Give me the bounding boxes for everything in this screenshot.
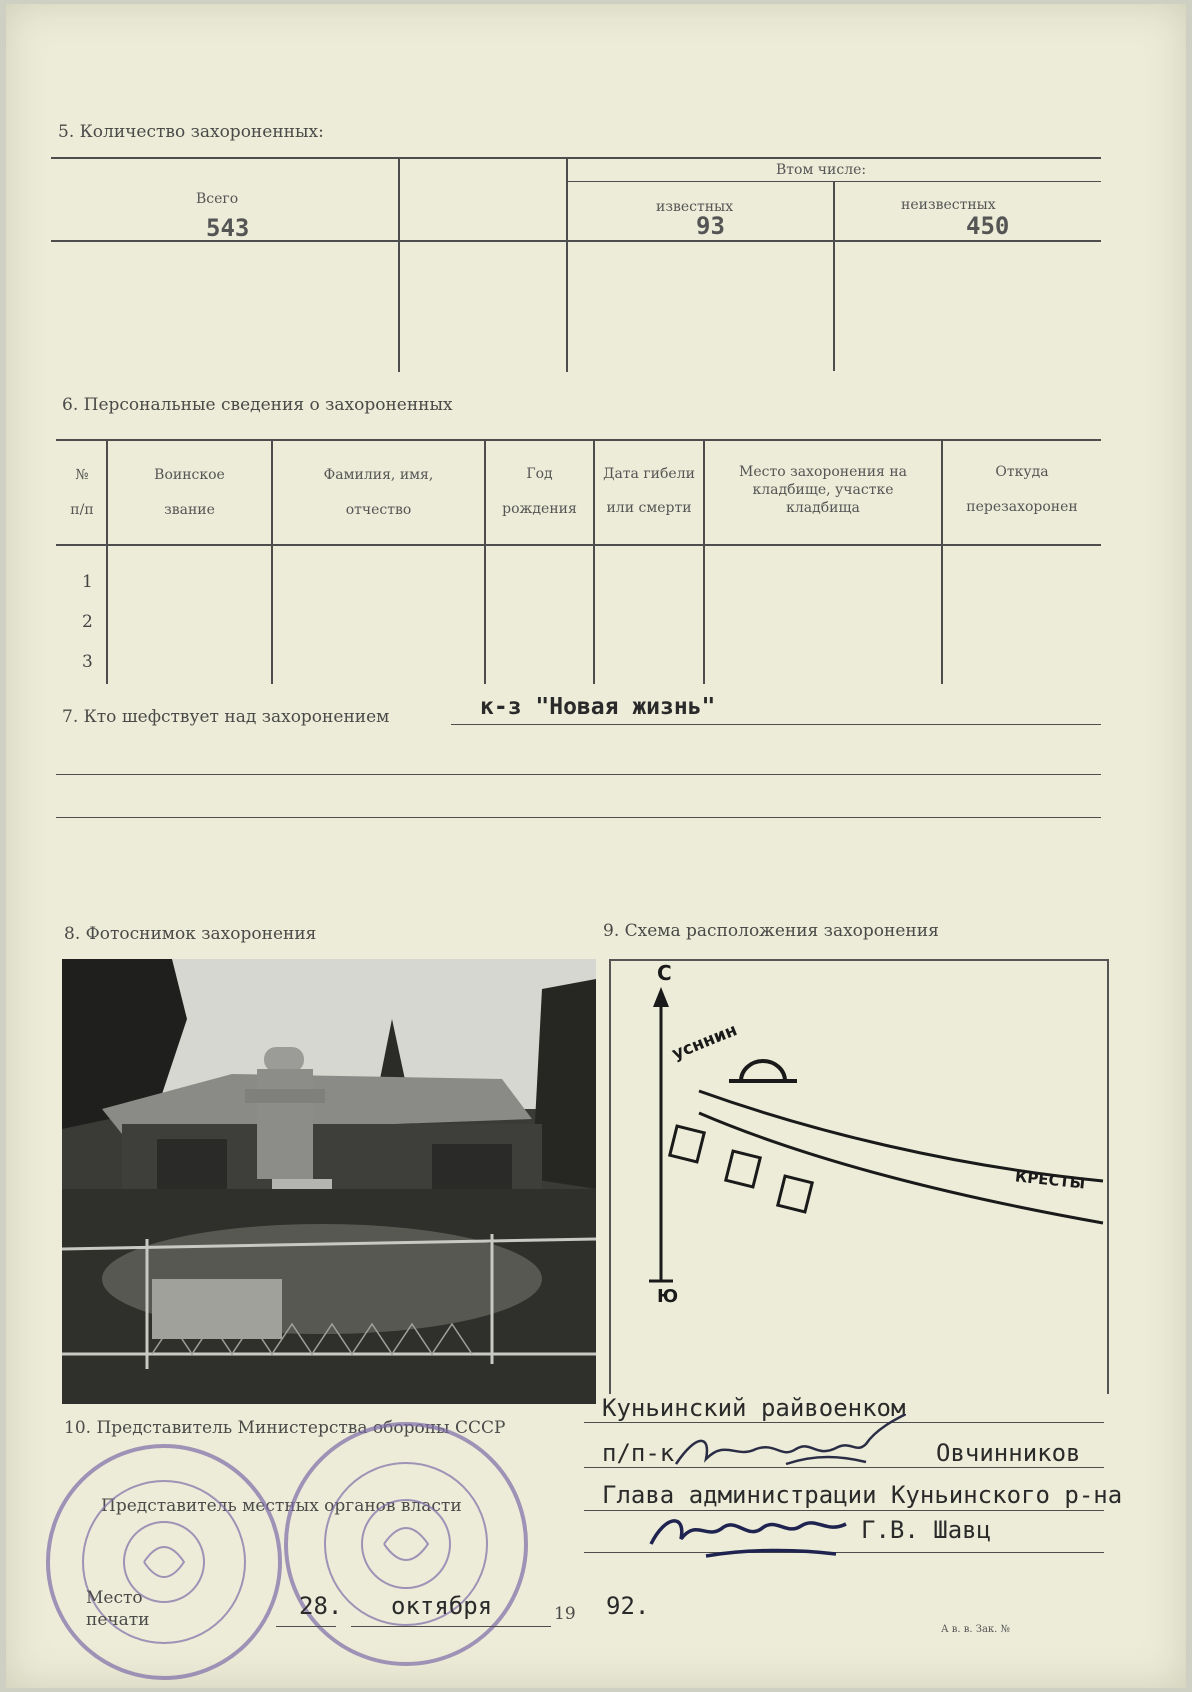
- rule: [56, 817, 1101, 818]
- rule: [56, 439, 1101, 441]
- known-label: известных: [656, 199, 734, 215]
- total-value: 543: [206, 214, 250, 242]
- col-header: №: [75, 467, 89, 483]
- local-line2-name: Г.В. Шавц: [861, 1516, 992, 1544]
- col-header: или смерти: [606, 500, 692, 516]
- col-header: Место захоронения на: [738, 464, 908, 480]
- col-header: Фамилия, имя,: [323, 467, 434, 483]
- col-header: звание: [164, 502, 215, 518]
- seal-emblem: [50, 1448, 278, 1676]
- rule: [51, 157, 1101, 159]
- known-value: 93: [696, 212, 725, 240]
- section9-title: 9. Схема расположения захоронения: [603, 921, 939, 941]
- signature-mo: [666, 1414, 906, 1484]
- rule: [398, 157, 400, 372]
- row-number: 3: [82, 652, 93, 672]
- section10-mo-label: 10. Представитель Министерства обороны СССР: [64, 1418, 506, 1438]
- section10-local-label: Представитель местных органов власти: [101, 1496, 462, 1516]
- mo-line2-prefix: п/п-к: [602, 1439, 675, 1467]
- scheme-label-top: усннин: [669, 1020, 741, 1065]
- patron-value: к-з "Новая жизнь": [480, 694, 716, 720]
- rule: [351, 1626, 551, 1627]
- unknown-label: неизвестных: [901, 197, 996, 213]
- south-label: Ю: [657, 1286, 679, 1307]
- mo-line2-name: Овчинников: [936, 1439, 1081, 1467]
- signature-local: [646, 1504, 876, 1564]
- rule: [276, 1626, 336, 1627]
- date-year: 92.: [606, 1592, 650, 1620]
- document-sheet: [6, 4, 1186, 1688]
- col-header: кладбище, участке: [752, 482, 894, 498]
- col-header: перезахоронен: [966, 499, 1078, 515]
- scheme-label-crosses: КРЕСТЫ: [1014, 1167, 1087, 1193]
- total-label: Всего: [196, 191, 239, 207]
- row-number: 2: [82, 612, 93, 632]
- north-label: С: [657, 961, 672, 985]
- burial-photo: [62, 959, 596, 1404]
- col-header: Дата гибели: [603, 466, 695, 482]
- rule: [833, 181, 835, 371]
- rule: [56, 774, 1101, 775]
- col-header: отчество: [345, 502, 412, 518]
- date-year-prefix: 19: [554, 1604, 576, 1624]
- seal-administration: [284, 1422, 528, 1666]
- local-line1: Глава администрации Куньинского р-на: [602, 1481, 1123, 1509]
- col-header: Откуда: [995, 464, 1049, 480]
- date-day: 28.: [299, 1592, 343, 1620]
- section5-title: 5. Количество захороненных:: [58, 122, 324, 142]
- col-header: Воинское: [154, 467, 225, 483]
- printer-mark: А в. в. Зак. №: [941, 1624, 1010, 1635]
- rule: [451, 724, 1101, 725]
- col-header: кладбища: [786, 500, 860, 516]
- seal-military-commissariat: [46, 1444, 282, 1680]
- location-scheme: [609, 959, 1109, 1394]
- row-number: 1: [82, 572, 93, 592]
- col-header: п/п: [70, 502, 94, 518]
- in-that-number-label: Втом числе:: [776, 162, 867, 178]
- section6-title: 6. Персональные сведения о захороненных: [62, 395, 453, 415]
- section7-label: 7. Кто шефствует над захоронением: [62, 707, 390, 727]
- seal-place-label-2: печати: [86, 1610, 150, 1630]
- col-header: Год: [526, 466, 553, 482]
- mo-line1: Куньинский райвоенком: [602, 1394, 906, 1422]
- unknown-value: 450: [966, 212, 1010, 240]
- rule: [566, 157, 568, 372]
- seal-place-label-1: Место: [86, 1588, 143, 1608]
- col-header: рождения: [502, 501, 577, 517]
- date-month: октября: [391, 1592, 493, 1620]
- section8-title: 8. Фотоснимок захоронения: [64, 924, 317, 944]
- monument-photo-image: [62, 959, 596, 1404]
- rule: [56, 544, 1101, 546]
